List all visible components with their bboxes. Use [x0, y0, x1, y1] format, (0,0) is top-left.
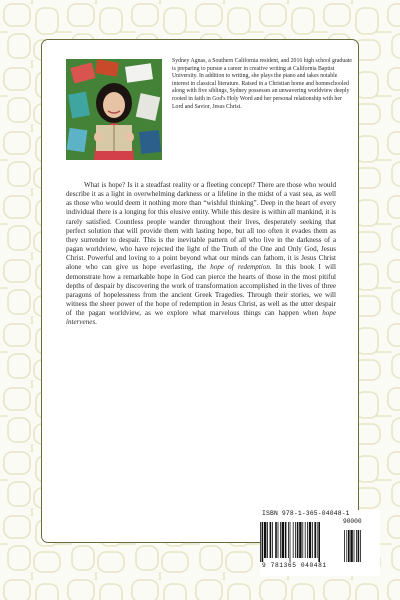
barcode-bar [260, 522, 261, 562]
barcode-bar [314, 522, 316, 558]
barcode-addon-bar [346, 530, 347, 562]
blurb-text: . [95, 318, 97, 327]
barcode-bar [293, 522, 294, 558]
barcode-graphic [258, 520, 376, 562]
barcode-addon-bar [354, 530, 355, 562]
blurb-text: What is hope? Is it a steadfast reality or a fleeting concept? There are those who would describe it as a light in overwhelming darkness or a lifeline in the midst of a vast sea, as well as those who would deem it nothing more than “wishful thinking”. Deep in the heart of every individual there is a longing for this elusive entity. While this desire is within all mankind, it is rarely satisfied. Countless people wander throughout their lives, desperately seeking that perfect solution that will provide them with lasting hope, but all too often it evades them as they surrender to despair. This is the inevitable pattern of all who live in the darkness of a pagan worldview, who have rejected the light of the Truth of the One and Only God, Jesus Christ. Powerful and loving to a point beyond what our minds can fathom, it is Jesus Christ alone who can give us hope everlasting, [66, 181, 336, 272]
author-bio: Sydney Agnas, a Southern California resident, and 2016 high school graduate is preparing to pursue a career in creative writing at California Baptist University. In addition to writing, she plays the piano and takes notable interest in classical literature. Raised in a Christian home and homeschooled along with five siblings, Sydney possesses an unwavering worldview deeply rooted in faith in God's Holy Word and her personal relationship with her Lord and Savior, Jesus Christ. [172, 58, 352, 110]
barcode-addon-bar [350, 530, 352, 562]
barcode-bar [275, 522, 277, 558]
barcode-addon-bar [356, 530, 357, 562]
barcode-bar [295, 522, 296, 558]
barcode-bar [288, 522, 289, 558]
barcode-addon-digits: 90000 [343, 518, 362, 525]
barcode-bar [307, 522, 308, 558]
blurb-emphasis: the hope of redemption [197, 263, 270, 272]
isbn-label: ISBN 978-1-365-04048-1 [262, 510, 350, 517]
barcode-bar [309, 522, 311, 558]
author-photo [66, 59, 162, 160]
barcode-bar [282, 522, 284, 558]
barcode-bar [270, 522, 272, 558]
blurb-text: . In this book I will demonstrate how a remarkable hope in God can pierce the hearts of those in the most pitiful depths of despair by discovering the work of transformation accomplished in the lives of three paragons of hopelessness from the ancient Greek Tragedies. Through their stories, we will witness the sheer power of the hope of redemption in Jesus Christ, as well as the utter despair of the pagan worldview, as we explore what marvelous things can happen when [66, 263, 336, 318]
barcode-bar [290, 522, 291, 562]
barcode-digits: 9 781365 040481 [262, 562, 327, 569]
barcode-addon-bar [344, 530, 345, 562]
back-cover-blurb [66, 181, 336, 328]
blurb-emphasis: hope intervenes [66, 309, 336, 327]
barcode-bar [299, 522, 301, 558]
barcode-bar [262, 522, 264, 562]
barcode-bar [278, 522, 279, 558]
barcode-bar [280, 522, 281, 558]
barcode-addon-bar [358, 530, 360, 562]
barcode-bar [312, 522, 313, 558]
barcode-addon-bar [360, 530, 361, 562]
barcode-bar [285, 522, 287, 558]
barcode-addon-bar [348, 530, 350, 562]
barcode-bar [297, 522, 299, 558]
barcode-bar [272, 522, 273, 558]
barcode-bar [318, 522, 320, 562]
barcode-bar [317, 522, 318, 558]
barcode-bar [305, 522, 306, 558]
barcode-bar [264, 522, 266, 558]
barcode-bar [267, 522, 268, 558]
barcode-bar [302, 522, 303, 558]
